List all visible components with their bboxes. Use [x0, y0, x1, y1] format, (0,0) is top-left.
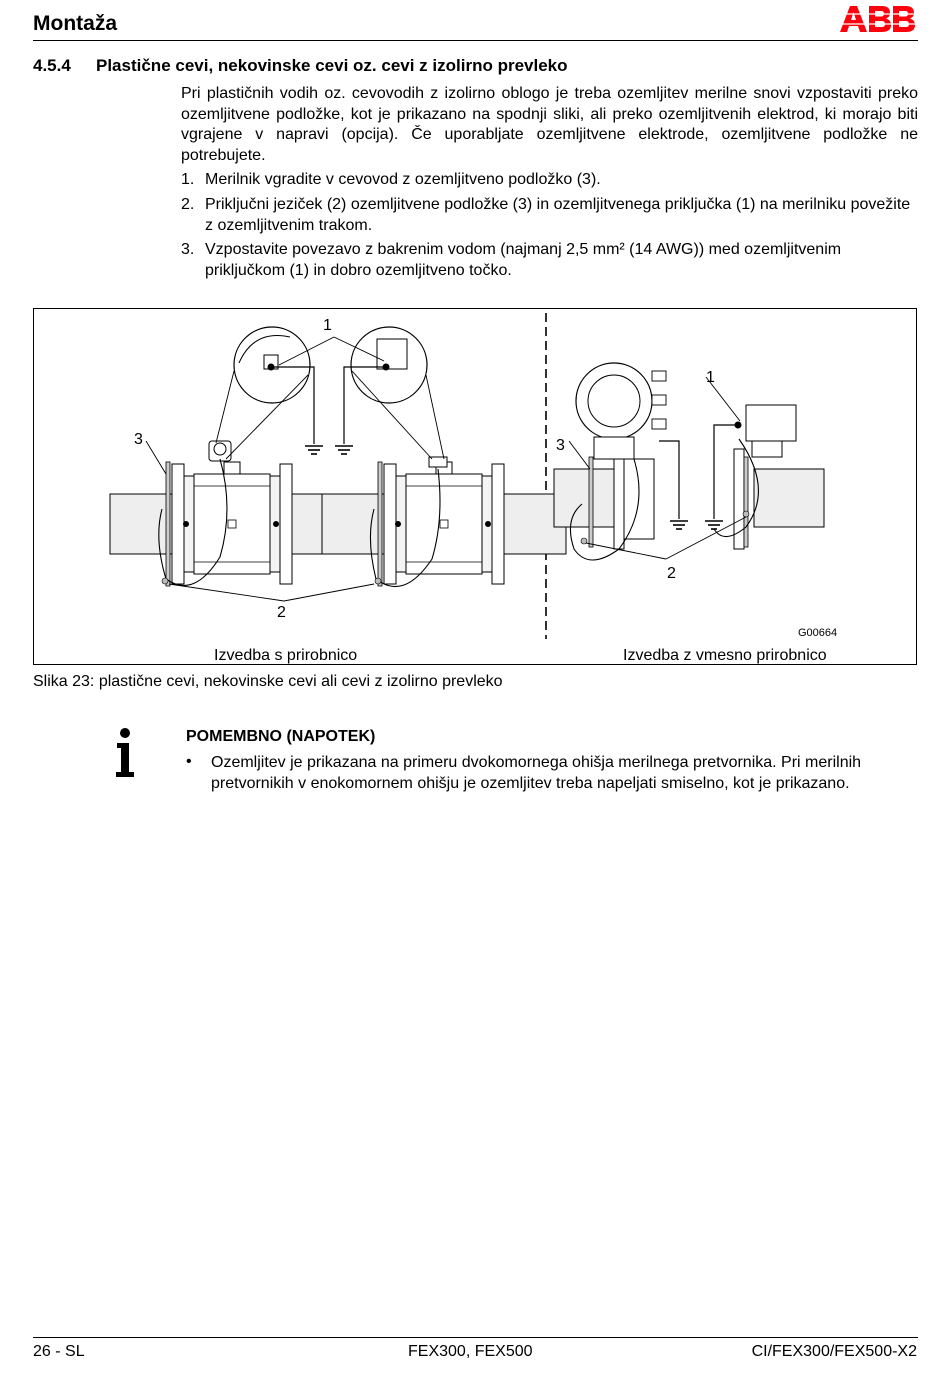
- label-1-right: 1: [706, 369, 715, 386]
- section-number: 4.5.4: [33, 56, 71, 75]
- section-title: Plastične cevi, nekovinske cevi oz. cevi z izolirno prevleko: [96, 56, 568, 75]
- note-bullet: •: [186, 753, 192, 770]
- abb-logo: [838, 4, 918, 34]
- step-text: Vzpostavite povezavo z bakrenim vodom (najmanj 2,5 mm² (14 AWG)) med ozemljitvenim priključkom (1) in dobro ozemljitveno točko.: [205, 241, 842, 279]
- grounding-diagram: [34, 309, 916, 664]
- step-text: Priključni jeziček (2) ozemljitvene podložke (3) in ozemljitvenega priključka (1) na merilniku povežite z ozemljitvenim trakom.: [205, 196, 911, 234]
- label-3-left: 3: [134, 431, 143, 448]
- intro-paragraph: Pri plastičnih vodih oz. cevovodih z izolirno oblogo je treba ozemljitev merilne snovi vzpostaviti preko ozemljitvene podložke, kot je prikazano na spodnji sliki, ali preko ozemljitvenih elektrod, ki morajo biti vgrajene v napravi (opcija). Če uporabljate ozemljitvene elektrode, ozemljitvene podložke ne potrebujete.: [181, 85, 918, 164]
- label-2-right: 2: [667, 565, 676, 582]
- step-number: 1.: [181, 171, 195, 188]
- header-rule: [33, 40, 918, 41]
- figure-caption: Slika 23: plastične cevi, nekovinske cevi ali cevi z izolirno prevleko: [33, 673, 503, 690]
- step-text: Merilnik vgradite v cevovod z ozemljitveno podložko (3).: [205, 171, 601, 188]
- step-1: [181, 170, 918, 191]
- label-3-right: 3: [556, 437, 565, 454]
- figure-caption-flange: Izvedba s prirobnico: [214, 647, 358, 664]
- label-1-left: 1: [323, 317, 332, 334]
- label-2-left: 2: [277, 604, 286, 621]
- info-icon: [114, 728, 136, 778]
- step-3: [181, 240, 918, 281]
- page-header-title: Montaža: [33, 12, 117, 35]
- note-title: POMEMBNO (NAPOTEK): [186, 728, 376, 745]
- footer-document-id: CI/FEX300/FEX500-X2: [751, 1343, 917, 1360]
- footer-product: FEX300, FEX500: [408, 1343, 533, 1360]
- figure-caption-wafer: Izvedba z vmesno prirobnico: [623, 647, 827, 664]
- footer-rule: [33, 1337, 918, 1338]
- step-number: 3.: [181, 241, 195, 258]
- step-number: 2.: [181, 196, 195, 213]
- note-text: Ozemljitev je prikazana na primeru dvokomornega ohišja merilnega pretvornika. Pri merilnih pretvornikih v enokomornem ohišju je ozemljitev treba napeljati smiselno, kot je prikazano.: [211, 754, 862, 792]
- figure-code: G00664: [798, 627, 838, 639]
- step-2: [181, 195, 918, 236]
- footer-page-number: 26 - SL: [33, 1343, 85, 1360]
